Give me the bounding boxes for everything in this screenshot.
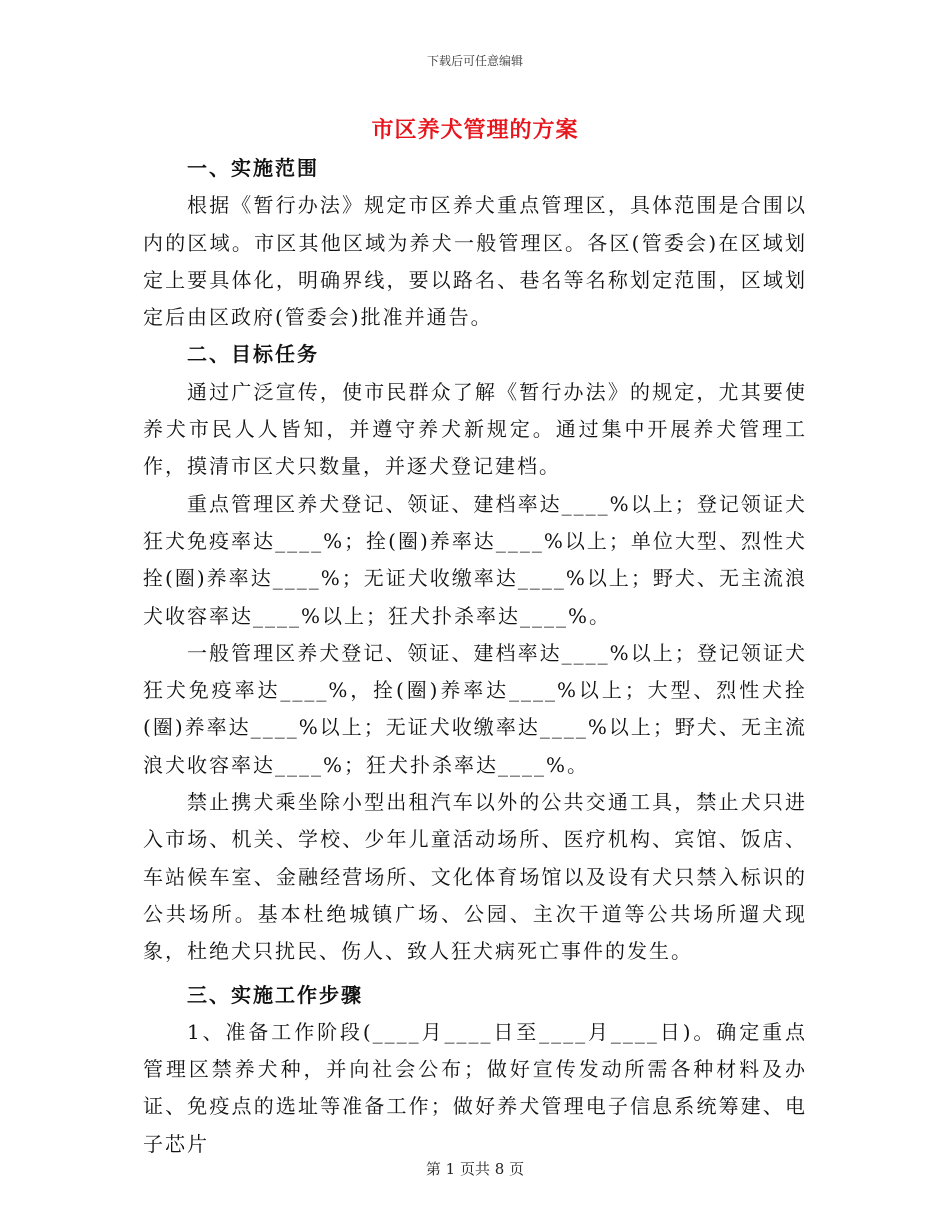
paragraph-goals-intro: 通过广泛宣传，使市民群众了解《暂行办法》的规定，尤其要使养犬市民人人皆知，并遵守养犬新规定。通过集中开展养犬管理工作，摸清市区犬只数量，并逐犬登记建档。 — [143, 379, 807, 479]
paragraph-prohibitions: 禁止携犬乘坐除小型出租汽车以外的公共交通工具，禁止犬只进入市场、机关、学校、少年儿童活动场所、医疗机构、宾馆、饭店、车站候车室、金融经营场所、文化体育场馆以及设有犬只禁入标识的公共场所。基本杜绝城镇广场、公园、主次干道等公共场所遛犬现象，杜绝犬只扰民、伤人、致人狂犬病死亡事件的发生。 — [143, 790, 807, 964]
paragraph-general-area-targets: 一般管理区养犬登记、领证、建档率达____%以上；登记领证犬狂犬免疫率达____%，拴(圈)养率达____%以上；大型、烈性犬拴(圈)养率达____%以上；无证犬收缴率达____%以上；野犬、无主流浪犬收容率达____%；狂犬扑杀率达____%。 — [143, 640, 807, 777]
paragraph-key-area-targets: 重点管理区养犬登记、领证、建档率达____%以上；登记领证犬狂犬免疫率达____%；拴(圈)养率达____%以上；单位大型、烈性犬拴(圈)养率达____%；无证犬收缴率达____%以上；野犬、无主流浪犬收容率达____%以上；狂犬扑杀率达____%。 — [143, 491, 807, 628]
page-header: 下载后可任意编辑 — [426, 54, 523, 68]
paragraph-step-1: 1、准备工作阶段(____月____日至____月____日)。确定重点管理区禁养犬种，并向社会公布；做好宣传发动所需各种材料及办证、免疫点的选址等准备工作；做好养犬管理电子信息系统筹建、电子芯片 — [143, 1019, 807, 1156]
section-heading-goals: 二、目标任务 — [187, 342, 319, 367]
paragraph-scope: 根据《暂行办法》规定市区养犬重点管理区，具体范围是合围以内的区域。市区其他区域为养犬一般管理区。各区(管委会)在区域划定上要具体化，明确界线，要以路名、巷名等名称划定范围，区域划定后由区政府(管委会)批准并通告。 — [143, 193, 807, 330]
section-heading-scope: 一、实施范围 — [187, 156, 319, 180]
page-footer: 第 1 页共 8 页 — [425, 1160, 525, 1178]
section-heading-steps: 三、实施工作步骤 — [187, 982, 363, 1007]
document-body — [143, 150, 807, 1163]
document-title: 市区养犬管理的方案 — [371, 117, 579, 143]
